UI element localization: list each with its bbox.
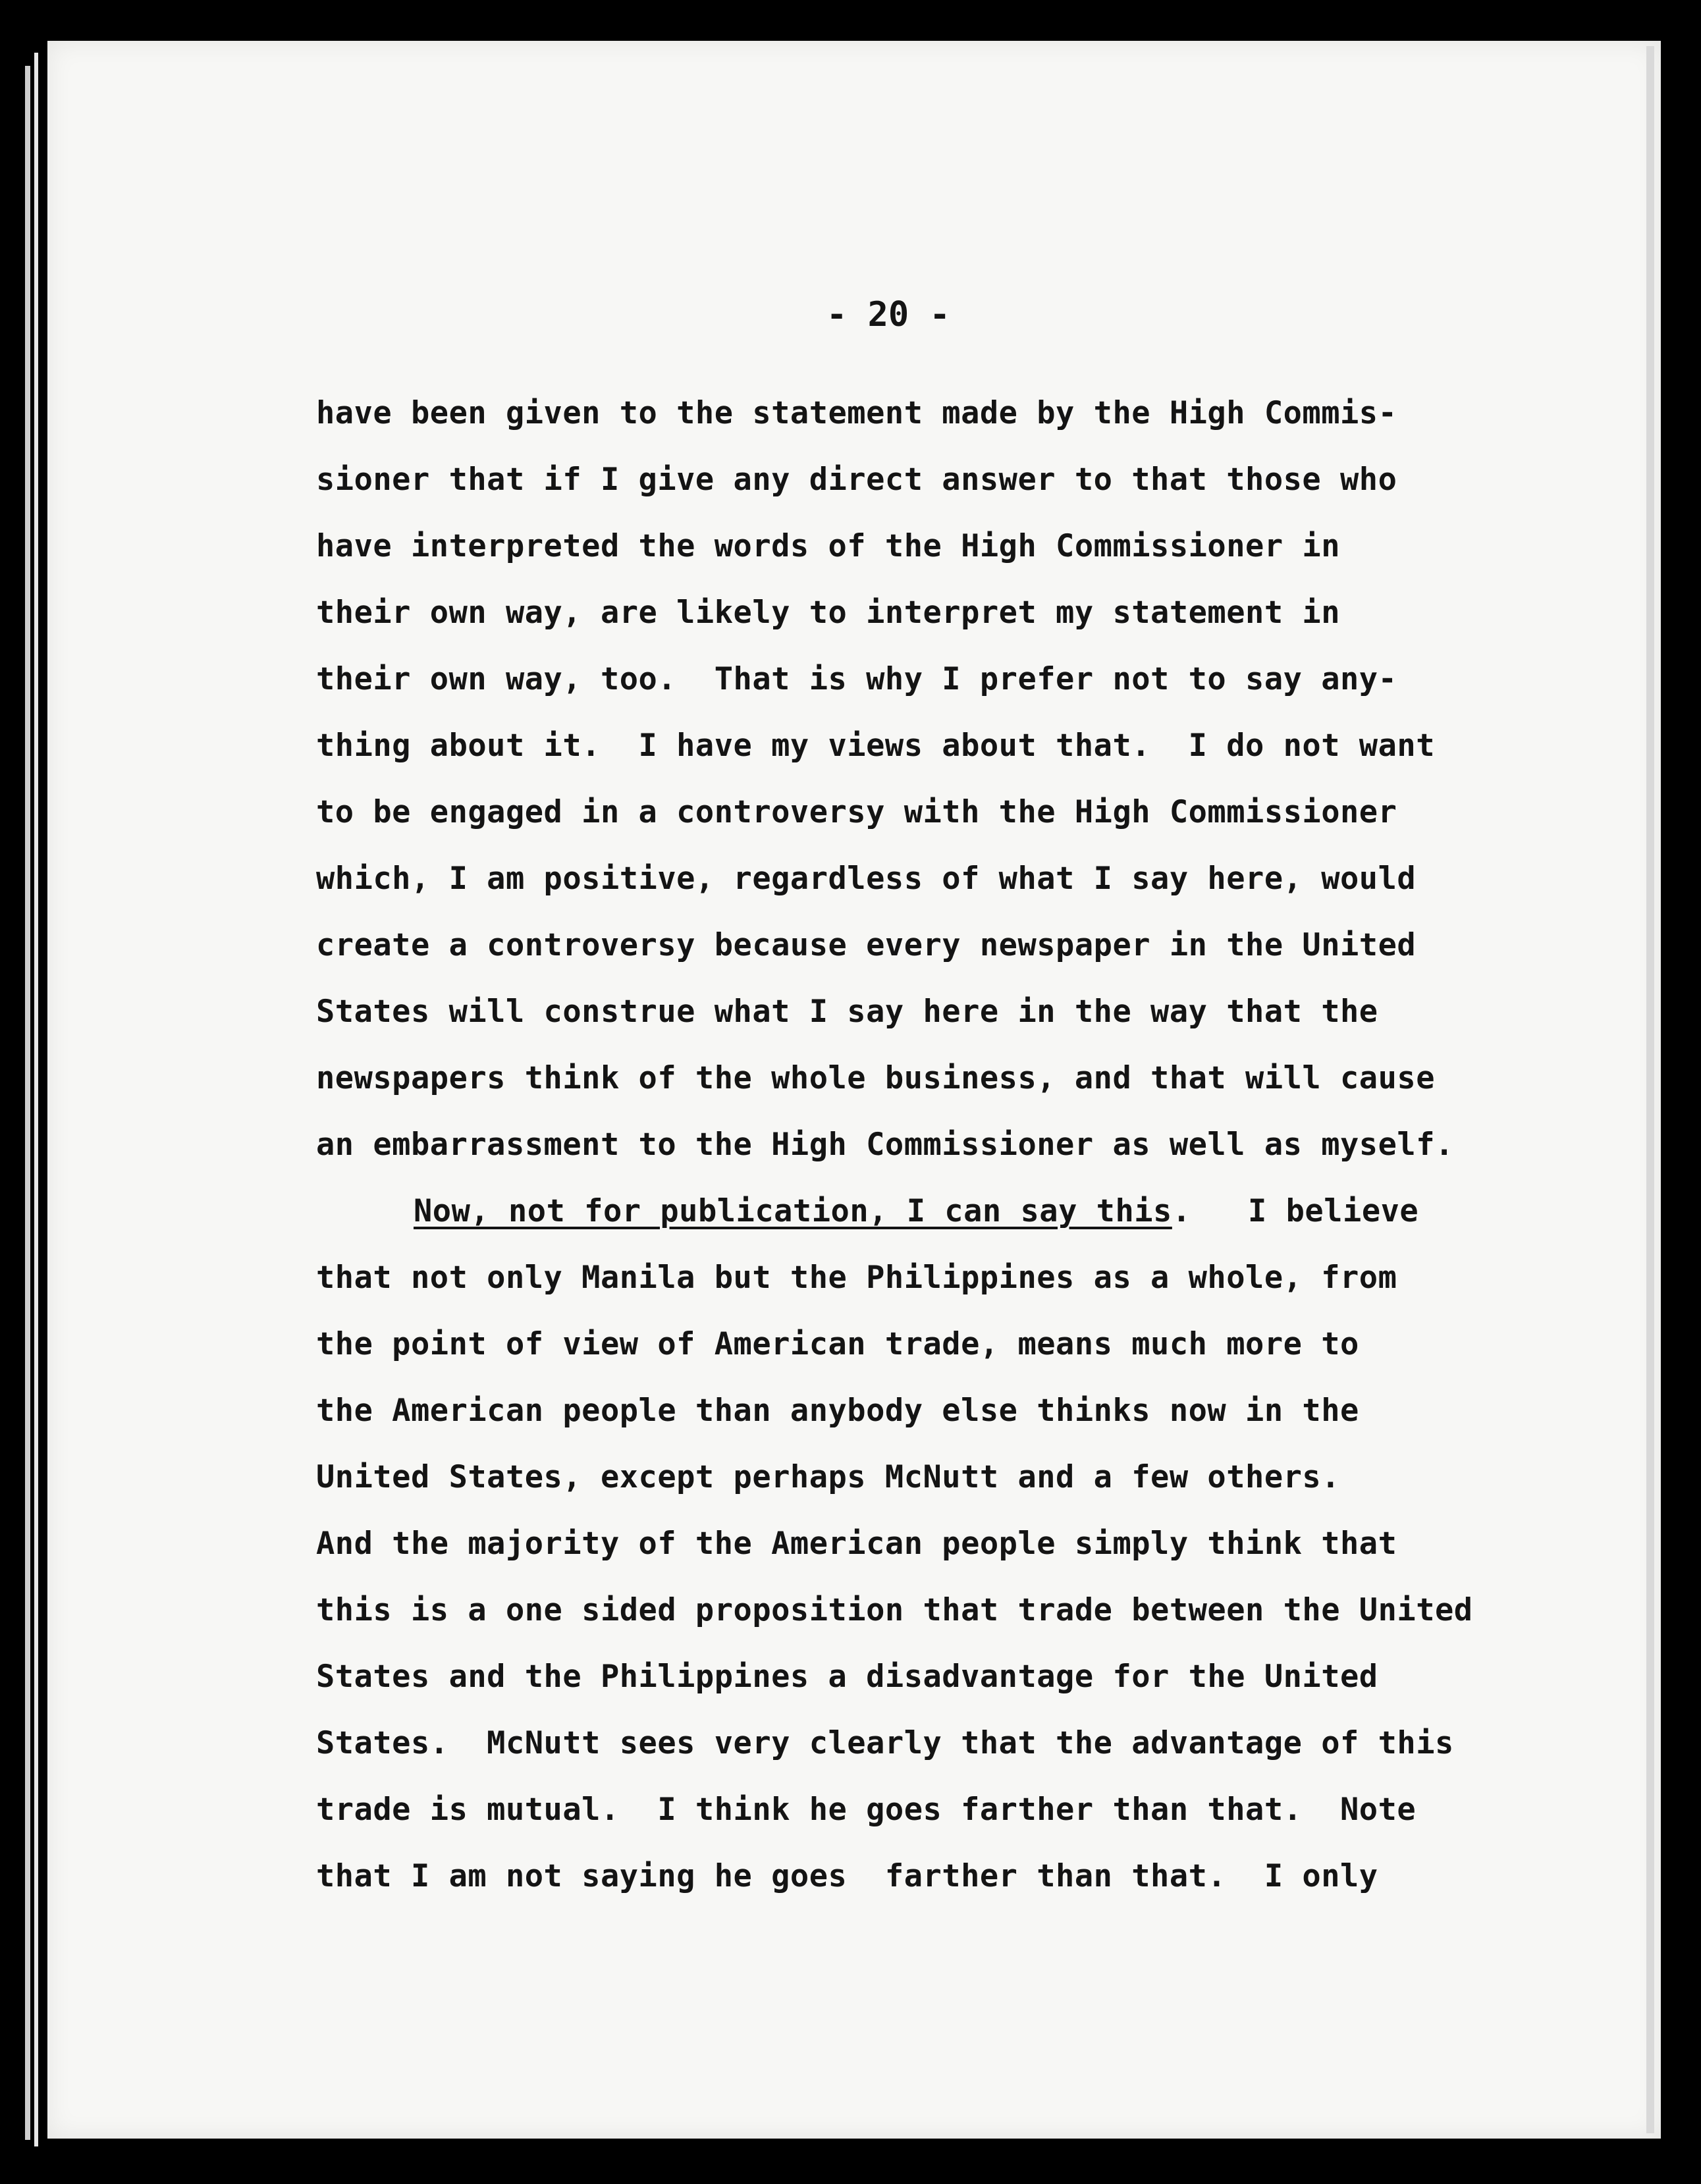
text-line: And the majority of the American people simply think that [316,1526,1397,1562]
text-line: have interpreted the words of the High Commissioner in [316,528,1341,564]
paper-edge-left [25,66,30,2140]
text-line: this is a one sided proposition that trade between the United [316,1592,1473,1628]
text-line: to be engaged in a controversy with the High Commissioner [316,794,1397,830]
text-line: that not only Manila but the Philippines as a whole, from [316,1260,1397,1296]
text-line: States. McNutt sees very clearly that the advantage of this [316,1725,1454,1761]
text-line: have been given to the statement made by the High Commis- [316,395,1397,431]
paper-edge-left-inner [34,53,38,2146]
text-line: States will construe what I say here in the way that the [316,994,1378,1030]
text-line: newspapers think of the whole business, and that will cause [316,1060,1435,1096]
text-line: which, I am positive, regardless of what I say here, would [316,861,1417,897]
page-number: - 20 - [826,295,950,334]
text-line: an embarrassment to the High Commissioner as well as myself. [316,1127,1454,1163]
paragraph-opening-line [414,1193,1418,1229]
text-line: the American people than anybody else thinks now in the [316,1393,1359,1429]
text-line: sioner that if I give any direct answer to that those who [316,462,1397,498]
text-line: their own way, are likely to interpret my statement in [316,595,1341,631]
opening-line-tail: . I believe [1172,1193,1419,1229]
text-line: States and the Philippines a disadvantage for the United [316,1659,1378,1695]
text-line: their own way, too. That is why I prefer not to say any- [316,661,1397,697]
underlined-not-for-publication: Now, not for publication, I can say this [414,1193,1172,1229]
text-line: that I am not saying he goes farther than that. I only [316,1858,1378,1894]
text-line: thing about it. I have my views about that. I do not want [316,728,1435,764]
text-line: the point of view of American trade, means much more to [316,1326,1359,1362]
text-line: United States, except perhaps McNutt and a few others. [316,1459,1341,1495]
text-line: create a controversy because every newspaper in the United [316,927,1417,963]
paper-edge-right [1646,46,1654,2133]
text-line: trade is mutual. I think he goes farther than that. Note [316,1792,1417,1828]
